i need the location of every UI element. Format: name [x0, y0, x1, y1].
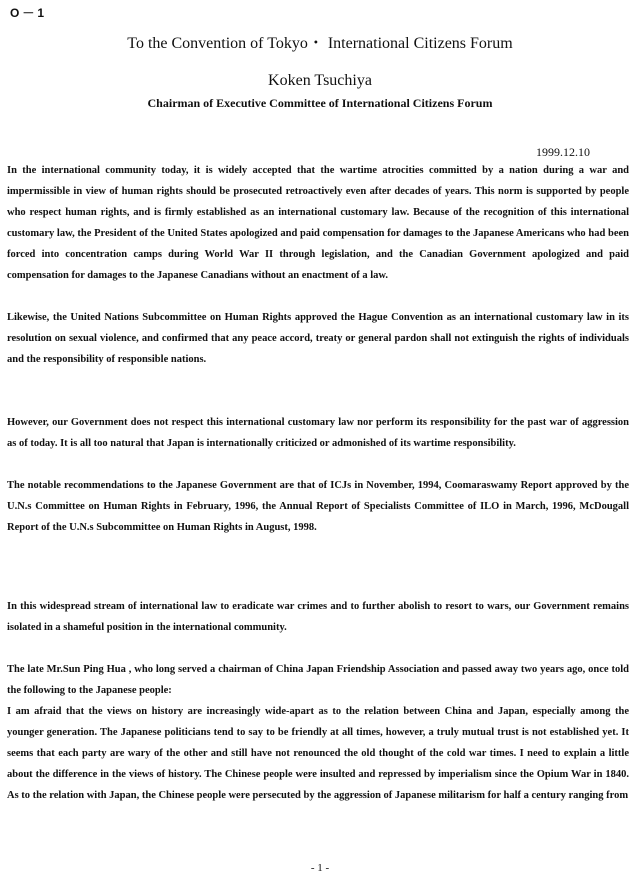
author-name: Koken Tsuchiya [268, 72, 372, 89]
paragraph-7: I am afraid that the views on history are increasingly wide-apart as to the relation between China and Japan, especially among the younger generation. The Japanese politicians tend to say to be friendly at all times, however, a truly mutual trust is not established yet. It seems that each party are wary of the other and still have not renounced the old thought of the cold war times. I need to explain a little about the difference in the views of history. The Chinese people were insulted and repressed by imperialism since the Opium War in 1840. As to the relation with Japan, the Chinese people were persecuted by the aggression of Japanese militarism for half a century ranging from [7, 706, 629, 801]
paragraph-3: However, our Government does not respect this international customary law nor perform its responsibility for the past war of aggression as of today. It is all too natural that Japan is internationally criticized or admonished of its wartime responsibility. [7, 417, 629, 449]
paragraph-1: In the international community today, it is widely accepted that the wartime atrocities committed by a nation during a war and impermissible in view of human rights should be prosecuted retroactively even after decades of years. This norm is supported by people who respect human rights, and is firmly established as an international customary law. Because of the recognition of this international customary law, the President of the United States apologized and paid compensation for damages to the Japanese Americans who had been forced into concentration camps during World War II through legislation, and the Canadian Government apologized and paid compensation for damages to the Japanese Canadians without an enactment of a law. [7, 165, 629, 281]
document-title: To the Convention of Tokyo・ International Citizens Forum [127, 35, 513, 52]
paragraph-2: Likewise, the United Nations Subcommittee on Human Rights approved the Hague Convention as an international customary law in its resolution on sexual violence, and confirmed that any peace accord, treaty or general pardon shall not extinguish the rights of individuals and the responsibility of responsible nations. [7, 312, 629, 365]
page-number: - 1 - [310, 862, 330, 874]
document-id: O－1 [10, 6, 48, 20]
paragraph-4: The notable recommendations to the Japanese Government are that of ICJs in November, 1994, Coomaraswamy Report approved by the U.N.s Committee on Human Rights in February, 1996, the Annual Report of Specialists Committee of ILO in March, 1996, McDougall Report of the U.N.s Subcommittee on Human Rights in August, 1998. [7, 480, 629, 533]
paragraph-5: In this widespread stream of international law to eradicate war crimes and to further abolish to resort to wars, our Government remains isolated in a shameful position in the international community. [7, 601, 629, 633]
paragraph-6: The late Mr.Sun Ping Hua , who long served a chairman of China Japan Friendship Association and passed away two years ago, once told the following to the Japanese people: [7, 664, 629, 696]
author-position: Chairman of Executive Committee of International Citizens Forum [147, 96, 493, 110]
document-date: 1999.12.10 [536, 145, 590, 159]
